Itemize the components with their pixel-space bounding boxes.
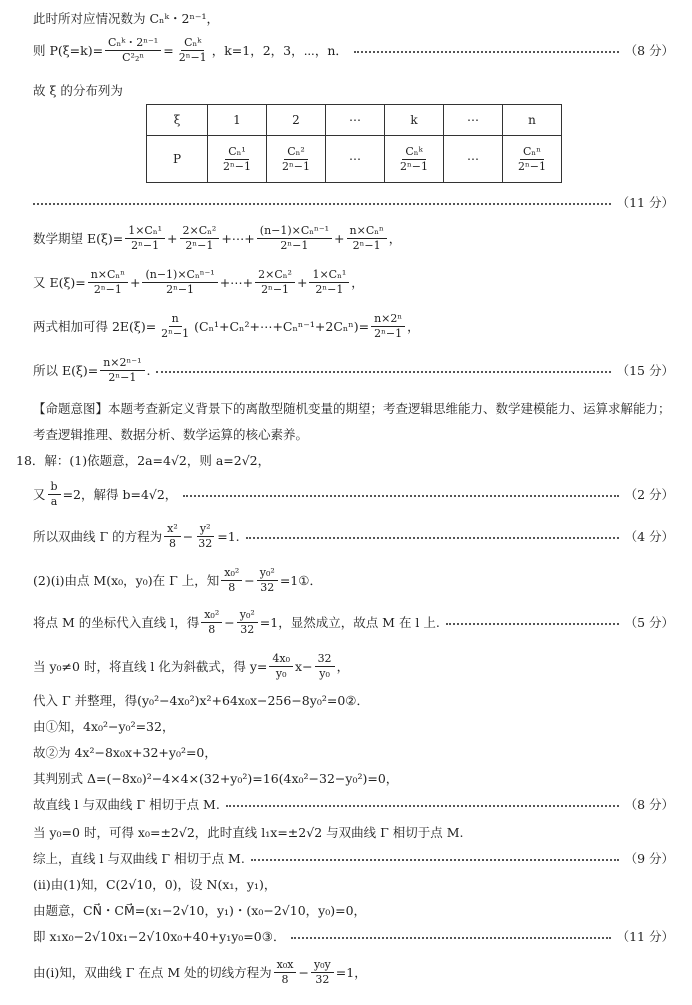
denominator: y₀ [275, 666, 287, 680]
dot-leader [246, 537, 619, 539]
fraction [279, 146, 313, 172]
denominator: 32 [240, 622, 255, 636]
intent-paragraph: 【命题意图】本题考查新定义背景下的离散型随机变量的期望；考查逻辑思维能力、数学建模能力、运算求解能力；考查逻辑推理、数据分析、数学运算的核心素养。 [33, 401, 671, 442]
denominator: 2ⁿ−1 [400, 159, 428, 173]
fraction [347, 225, 387, 251]
minus-sign: − [182, 528, 194, 544]
numerator: y₀² [257, 567, 278, 581]
denominator: 2ⁿ−1 [185, 238, 214, 252]
fraction [274, 959, 297, 985]
numerator: (n−1)×Cₙⁿ⁻¹ [257, 225, 332, 239]
score-mark: （2 分） [624, 487, 674, 502]
plus-sign: + [167, 230, 178, 246]
numerator: Cₙᵏ [181, 37, 204, 51]
table-cell: ξ [147, 105, 208, 136]
numerator: n×Cₙⁿ [347, 225, 387, 239]
line-text: 故 ξ 的分布列为 [33, 83, 123, 98]
table-cell: k [385, 105, 444, 136]
line-text: 所以 E(ξ)= [33, 363, 99, 378]
fraction [311, 959, 334, 985]
line-text: =2，解得 b=4√2， [62, 487, 178, 502]
numerator: 1×Cₙ¹ [125, 225, 165, 239]
line-text: 两式相加可得 2E(ξ)= [33, 319, 157, 334]
numerator: x₀² [201, 609, 222, 623]
table-cell [385, 136, 444, 183]
numerator: (n−1)×Cₙⁿ⁻¹ [142, 269, 217, 283]
fraction [255, 269, 295, 295]
line-text: =1①． [279, 573, 322, 588]
score-mark: （11 分） [616, 929, 674, 944]
fraction [88, 269, 128, 295]
fraction [220, 146, 254, 172]
fraction [309, 269, 349, 295]
fraction [105, 37, 161, 63]
text-line [0, 6, 692, 30]
fraction [125, 225, 165, 251]
score-mark: （11 分） [616, 195, 674, 210]
table-cell: 1 [208, 105, 267, 136]
table-cell: n [503, 105, 562, 136]
line-text: =1， [335, 965, 367, 980]
numerator: Cₙᵏ [402, 146, 425, 160]
score-mark: （4 分） [624, 529, 674, 544]
question-heading [0, 448, 692, 472]
fraction [257, 225, 332, 251]
denominator: 2ⁿ−1 [374, 326, 403, 340]
line-text: 当 y₀=0 时，可得 x₀=±2√2，此时直线 l₁x=±2√2 与双曲线 Γ 相切于点 M. [33, 825, 464, 840]
score-mark: （5 分） [624, 615, 674, 630]
line-text: 此时所对应情况数为 Cₙᵏ・2ⁿ⁻¹， [33, 11, 219, 26]
text-line [0, 766, 692, 790]
denominator: 8 [281, 972, 289, 986]
numerator: 1×Cₙ¹ [309, 269, 349, 283]
text-line [0, 792, 692, 816]
fraction [100, 357, 144, 383]
line-text: =1，显然成立，故点 M 在 l 上. [259, 615, 440, 630]
dot-leader [354, 51, 619, 53]
score-mark: （15 分） [616, 363, 674, 378]
table-cell [503, 136, 562, 183]
fraction [176, 37, 210, 63]
dot-leader [291, 937, 610, 939]
score-mark: （8 分） [624, 43, 674, 58]
minus-sign: − [224, 614, 235, 630]
numerator: x₀x [274, 959, 297, 973]
line-text: 由①知，4x₀²−y₀²=32， [33, 719, 175, 734]
fraction [180, 225, 220, 251]
line-text: +⋯+ [221, 230, 255, 246]
numerator: n×2ⁿ⁻¹ [100, 357, 144, 371]
fraction [158, 313, 192, 339]
text-line [0, 651, 692, 680]
text-line [0, 521, 692, 550]
denominator: 2ⁿ−1 [315, 282, 344, 296]
denominator: 2ⁿ−1 [518, 159, 546, 173]
numerator: Cₙᵏ・2ⁿ⁻¹ [105, 37, 161, 51]
numerator: x² [164, 523, 181, 537]
plus-sign: + [296, 274, 308, 290]
text-line [0, 924, 692, 948]
line-text: 18．解：(1)依题意，2a=4√2，则 a=2√2， [16, 453, 271, 468]
line-text: (ii)由(1)知，C(2√10，0)，设 N(x₁，y₁)， [33, 877, 277, 892]
denominator: y₀ [319, 666, 330, 680]
text-line: 数学期望 E(ξ)= $\frac{\text{1×Cₙ¹}}{\text{2ⁿ−1}}$ + $\frac{\text{2×Cₙ²}}{\text{2ⁿ−1}}$ +⋯+ $\frac{\text{(n−1)×Cₙⁿ⁻¹}}{\text{2ⁿ−1}}$ + $\frac{\text{n×Cₙⁿ}}{\text{2ⁿ−1}}$ ， [33, 223, 402, 252]
line-text: 故②为 4x²−8x₀x+32+y₀²=0， [33, 745, 217, 760]
text-line [0, 190, 692, 214]
line-text: ，k=1，2，3，⋯，n． [211, 43, 348, 58]
text-line: 两式相加可得 2E(ξ)= $\frac{n}{\text{2ⁿ−1}}$ (Cₙ¹+Cₙ²+⋯+Cₙⁿ⁻¹+2Cₙⁿ)= $\frac{\text{n×2ⁿ}}{\text{2ⁿ−1}}$ ， [33, 311, 420, 340]
denominator: 2ⁿ−1 [261, 282, 290, 296]
fraction [201, 609, 222, 635]
score-mark: （9 分） [624, 851, 674, 866]
score-mark: （8 分） [624, 797, 674, 812]
line-text: 数学期望 E(ξ)= [33, 231, 124, 246]
denominator: 32 [198, 536, 213, 550]
text-line [0, 740, 692, 764]
text-line [0, 688, 692, 712]
denominator: 2ⁿ−1 [223, 159, 251, 173]
line-text: 又 [33, 487, 46, 502]
line-text: 则 P(ξ=k)= [33, 43, 104, 58]
table-cell [208, 136, 267, 183]
text-line [0, 607, 692, 636]
numerator: Cₙⁿ [520, 146, 544, 160]
denominator: 2ⁿ−1 [280, 238, 309, 252]
text-line [0, 898, 692, 922]
denominator: 2ⁿ−1 [108, 370, 137, 384]
dot-leader [33, 203, 611, 205]
denominator: 8 [208, 622, 216, 636]
denominator: 2ⁿ−1 [161, 326, 190, 340]
fraction [237, 609, 258, 635]
fraction [257, 567, 278, 593]
plus-sign: + [129, 274, 141, 290]
denominator: a [50, 494, 58, 508]
line-text: 综上，直线 l 与双曲线 Γ 相切于点 M. [33, 851, 245, 866]
fraction [164, 523, 181, 549]
fraction [371, 313, 405, 339]
distribution-table [146, 104, 562, 183]
numerator: 4x₀ [269, 653, 293, 667]
line-text: x− [295, 658, 313, 674]
line-text: 将点 M 的坐标代入直线 l，得 [33, 615, 200, 630]
denominator: 2ⁿ−1 [93, 282, 122, 296]
table-cell: ⋯ [444, 136, 503, 183]
line-text: 即 x₁x₀−2√10x₁−2√10x₀+40+y₁y₀=0③． [33, 929, 286, 944]
text-line [0, 714, 692, 738]
plus-sign: + [334, 230, 345, 246]
numerator: Cₙ¹ [225, 146, 249, 160]
denominator: 2ⁿ−1 [131, 238, 160, 252]
denominator: 8 [168, 536, 176, 550]
line-text: (2)(i)由点 M(x₀，y₀)在 Γ 上，知 [33, 573, 220, 588]
text-line [0, 872, 692, 896]
table-cell: P [147, 136, 208, 183]
denominator: 2ⁿ−1 [166, 282, 195, 296]
table-header-row [147, 105, 562, 136]
numerator: y² [197, 523, 214, 537]
numerator: 32 [315, 653, 335, 667]
denominator: 8 [228, 580, 236, 594]
minus-sign: − [298, 964, 309, 980]
numerator: y₀² [237, 609, 258, 623]
table-cell: 2 [267, 105, 326, 136]
denominator: C²₂ⁿ [122, 50, 145, 64]
text-line [0, 565, 692, 594]
line-text: 当 y₀≠0 时，将直线 l 化为斜截式，得 y= [33, 659, 268, 674]
denominator: 32 [260, 580, 275, 594]
dot-leader [446, 623, 619, 625]
table-row [147, 136, 562, 183]
table-cell: ⋯ [444, 105, 503, 136]
table-cell: ⋯ [326, 136, 385, 183]
fraction [515, 146, 549, 172]
line-text: ， [336, 659, 350, 674]
line-text: 又 E(ξ)= [33, 275, 86, 290]
numerator: y₀y [311, 959, 334, 973]
numerator: n [169, 313, 182, 327]
numerator: Cₙ² [284, 146, 308, 160]
dot-leader [156, 371, 610, 373]
table-cell [267, 136, 326, 183]
text-line [0, 820, 692, 844]
denominator: 2ⁿ−1 [352, 238, 381, 252]
fraction [269, 653, 293, 679]
numerator: 2×Cₙ² [255, 269, 295, 283]
line-text: 故直线 l 与双曲线 Γ 相切于点 M. [33, 797, 220, 812]
numerator: n×2ⁿ [371, 313, 405, 327]
line-text: 由(i)知，双曲线 Γ 在点 M 处的切线方程为 [33, 965, 272, 980]
text-line: 则 P(ξ=k)= $\frac{\text{Cₙᵏ・2ⁿ⁻¹}}{\text{C²₂ⁿ}}$ = $\frac{\text{Cₙᵏ}}{\text{2ⁿ−1}}$ ，k=1，2，3，⋯，n． （8 分） [0, 38, 692, 62]
fraction [48, 481, 61, 507]
dot-leader [226, 805, 619, 807]
text-line [0, 846, 692, 870]
fraction [195, 523, 215, 549]
numerator: x₀² [221, 567, 242, 581]
line-text: 其判别式 Δ=(−8x₀)²−4×4×(32+y₀²)=16(4x₀²−32−y₀²)=0， [33, 771, 399, 786]
fraction [315, 653, 335, 679]
text-line [0, 479, 692, 508]
line-text: 所以双曲线 Γ 的方程为 [33, 529, 163, 544]
line-text: =1. [217, 528, 240, 544]
table-cell: ⋯ [326, 105, 385, 136]
denominator: 2ⁿ−1 [282, 159, 310, 173]
denominator: 32 [315, 972, 330, 986]
fraction [221, 567, 242, 593]
text-line [0, 957, 692, 986]
line-text: 由题意，CN⃗・CM⃗=(x₁−2√10，y₁)・(x₀−2√10，y₀)=0， [33, 903, 367, 918]
text-line [0, 78, 692, 102]
text-line: 又 E(ξ)= $\frac{\text{n×Cₙⁿ}}{\text{2ⁿ−1}}$ + $\frac{\text{(n−1)×Cₙⁿ⁻¹}}{\text{2ⁿ−1}}$ +⋯+ $\frac{\text{2×Cₙ²}}{\text{2ⁿ−1}}$ + $\frac{\text{1×Cₙ¹}}{\text{2ⁿ−1}}$ ， [33, 267, 364, 296]
numerator: b [48, 481, 61, 495]
minus-sign: − [244, 572, 255, 588]
fraction [397, 146, 431, 172]
numerator: 2×Cₙ² [180, 225, 220, 239]
line-text: +⋯+ [219, 274, 254, 290]
numerator: n×Cₙⁿ [88, 269, 128, 283]
text-line: 所以 E(ξ)= $\frac{\text{n×2ⁿ⁻¹}}{\text{2ⁿ−1}}$ . （15 分） [0, 358, 692, 382]
dot-leader [183, 495, 618, 497]
dot-leader [251, 859, 619, 861]
line-text: (Cₙ¹+Cₙ²+⋯+Cₙⁿ⁻¹+2Cₙⁿ)= [194, 318, 370, 334]
denominator: 2ⁿ−1 [178, 50, 207, 64]
line-text: 代入 Γ 并整理，得(y₀²−4x₀²)x²+64x₀x−256−8y₀²=0②． [33, 693, 369, 708]
fraction [142, 269, 217, 295]
